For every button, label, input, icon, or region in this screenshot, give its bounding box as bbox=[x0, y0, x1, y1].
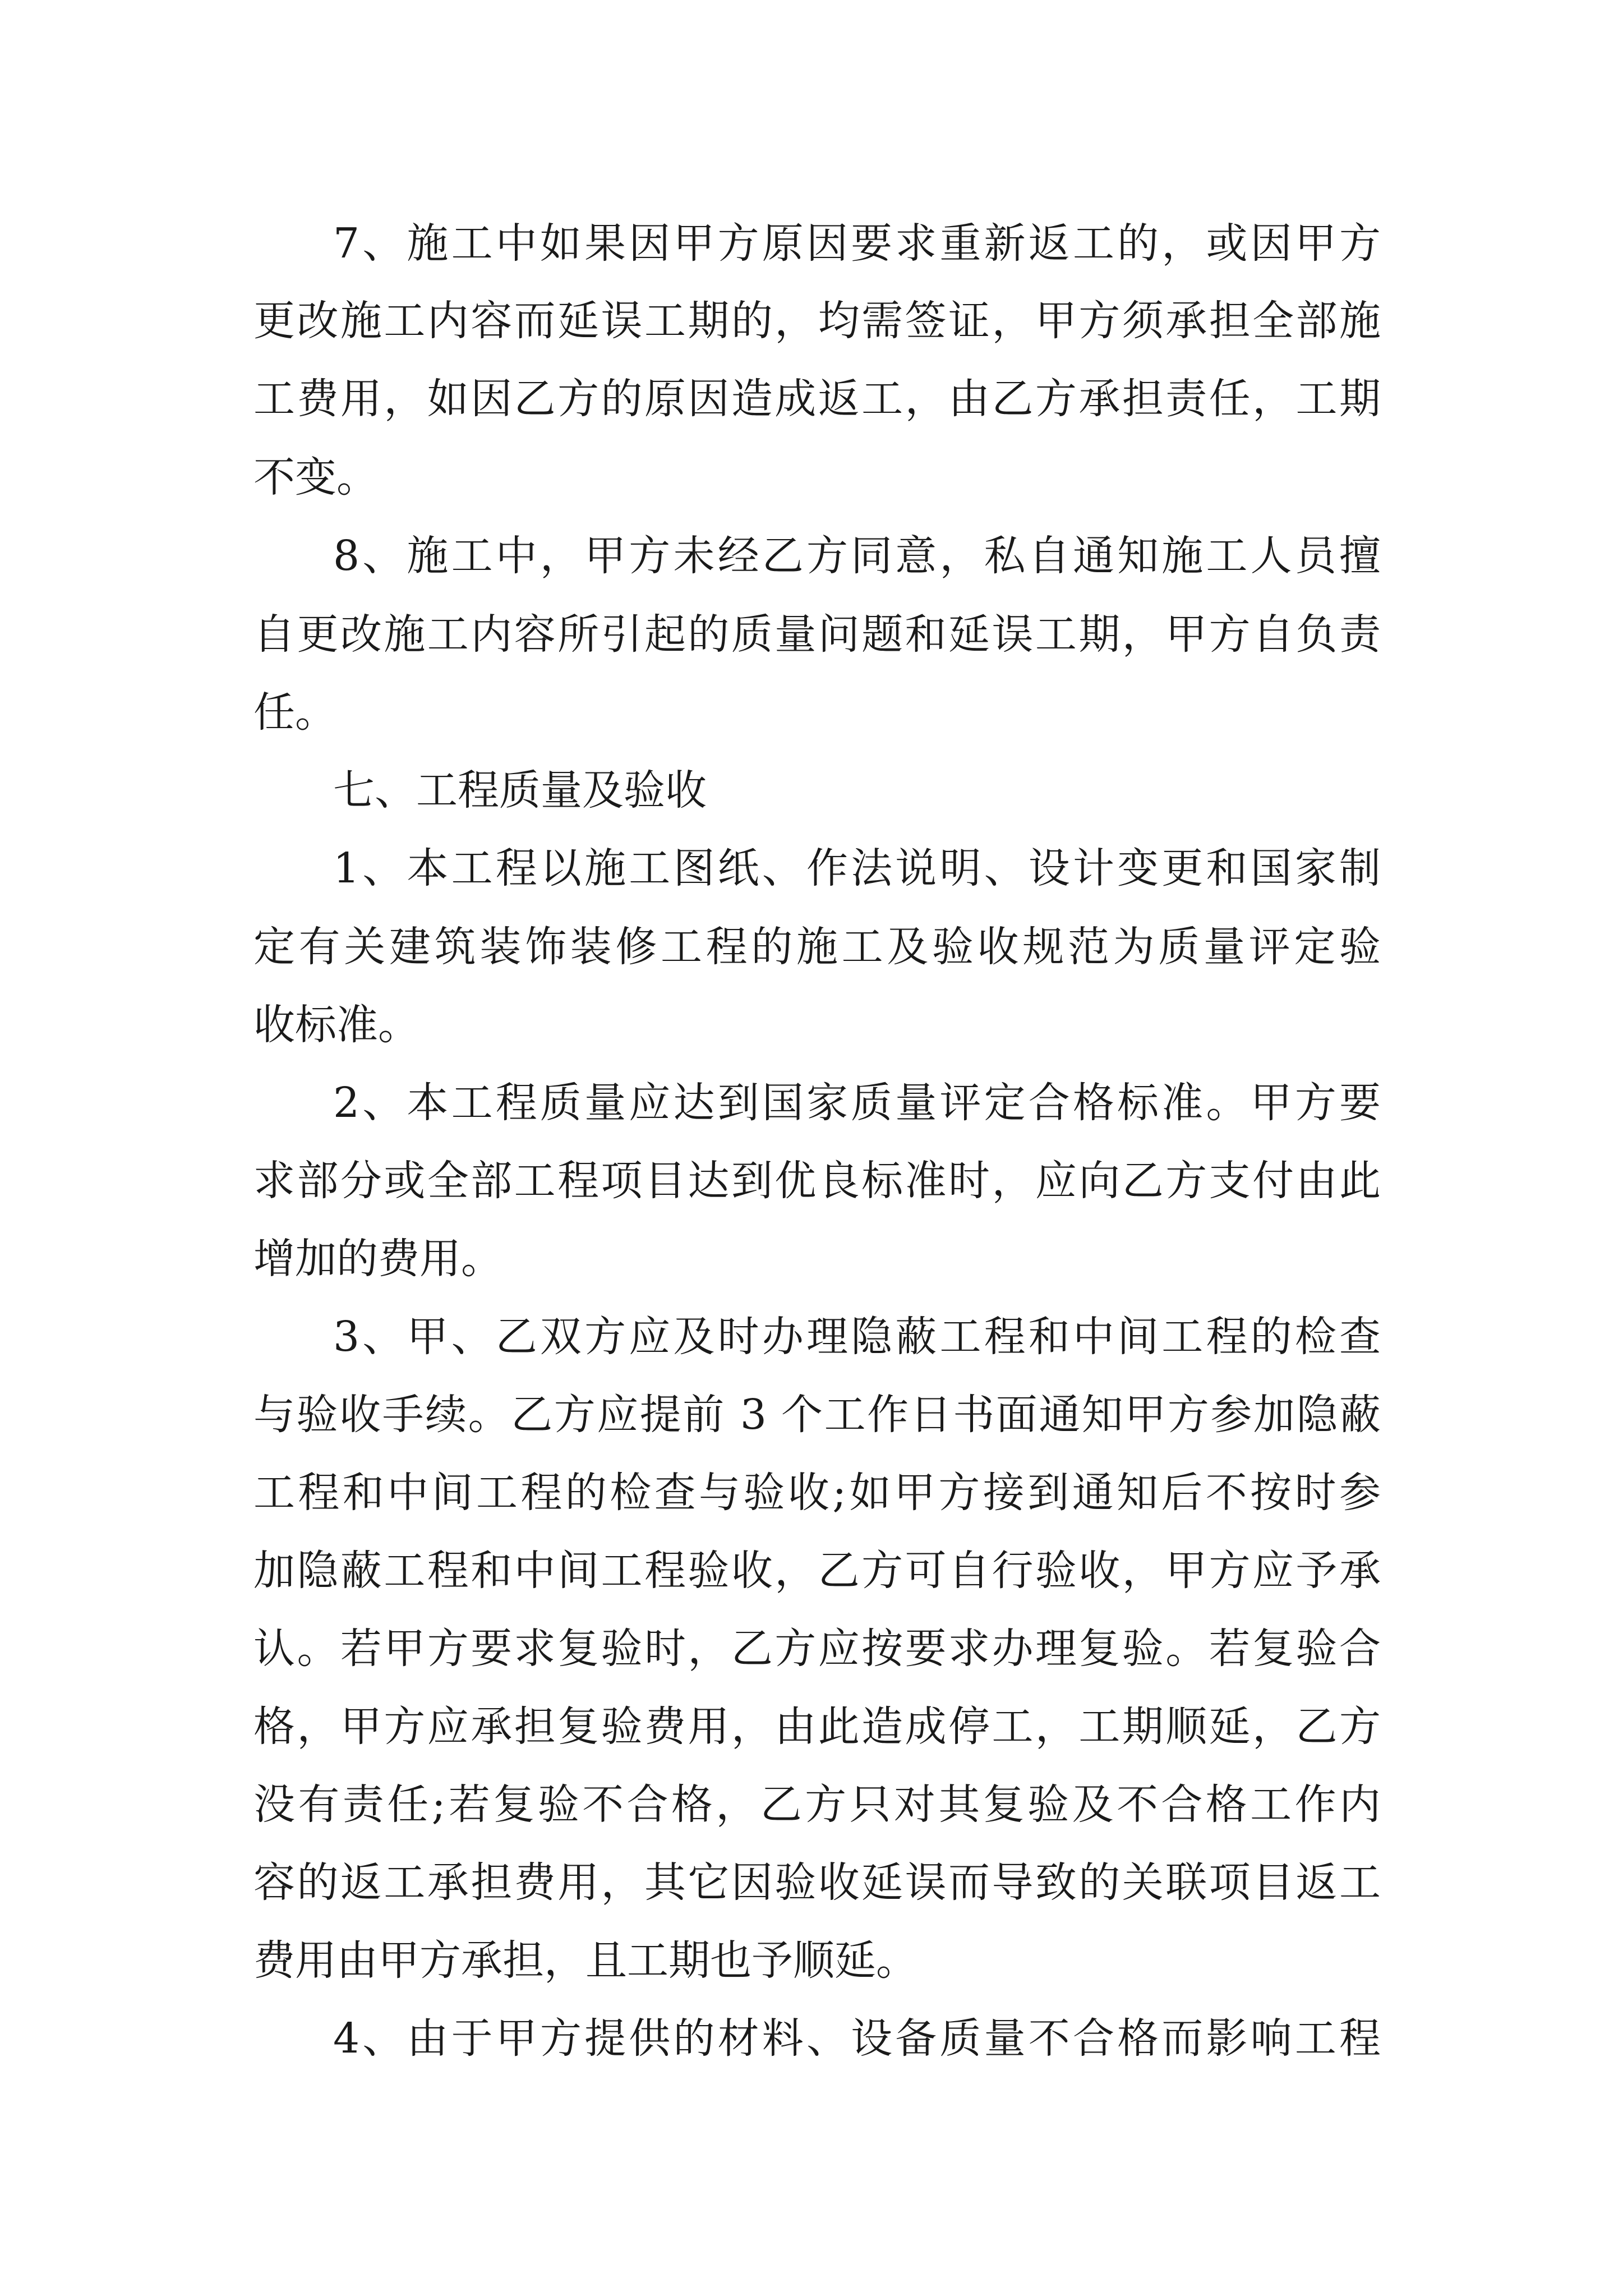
clause-7-3-line-2: 与验收手续。乙方应提前 3 个工作日书面通知甲方参加隐蔽 bbox=[253, 1391, 1381, 1439]
clause-7-4-line-1: 4、由于甲方提供的材料、设备质量不合格而影响工程 bbox=[333, 2014, 1381, 2063]
clause-7-1-line-2: 定有关建筑装饰装修工程的施工及验收规范为质量评定验 bbox=[253, 923, 1381, 971]
clause-7-3-line-6: 格，甲方应承担复验费用，由此造成停工，工期顺延，乙方 bbox=[253, 1703, 1381, 1751]
clause-7-2-line-2: 求部分或全部工程项目达到优良标准时，应向乙方支付由此 bbox=[253, 1157, 1381, 1205]
clause-7-3-line-9: 费用由甲方承担，且工期也予顺延。 bbox=[253, 1936, 917, 1985]
clause-7-3-line-4: 加隐蔽工程和中间工程验收，乙方可自行验收，甲方应予承 bbox=[253, 1547, 1381, 1595]
clause-6-7-line-3: 工费用，如因乙方的原因造成返工，由乙方承担责任，工期 bbox=[253, 375, 1381, 423]
clause-7-3-line-8: 容的返工承担费用，其它因验收延误而导致的关联项目返工 bbox=[253, 1858, 1381, 1907]
clause-6-7-line-4: 不变。 bbox=[253, 453, 378, 501]
clause-7-3-line-7: 没有责任;若复验不合格，乙方只对其复验及不合格工作内 bbox=[253, 1780, 1381, 1829]
clause-7-3-line-5: 认。若甲方要求复验时，乙方应按要求办理复验。若复验合 bbox=[253, 1625, 1381, 1673]
clause-7-2-line-1: 2、本工程质量应达到国家质量评定合格标准。甲方要 bbox=[333, 1079, 1381, 1127]
clause-6-8-line-3: 任。 bbox=[253, 688, 336, 737]
clause-6-7-line-2: 更改施工内容而延误工期的，均需签证，甲方须承担全部施 bbox=[253, 297, 1381, 345]
clause-6-8-line-2: 自更改施工内容所引起的质量问题和延误工期，甲方自负责 bbox=[253, 610, 1381, 659]
clause-7-2-line-3: 增加的费用。 bbox=[253, 1235, 502, 1283]
section-heading: 七、工程质量及验收 bbox=[333, 766, 707, 815]
clause-7-1-line-3: 收标准。 bbox=[253, 1001, 419, 1049]
clause-7-1-line-1: 1、本工程以施工图纸、作法说明、设计变更和国家制 bbox=[333, 844, 1381, 892]
clause-6-7-line-1: 7、施工中如果因甲方原因要求重新返工的，或因甲方 bbox=[333, 219, 1381, 268]
clause-7-3-line-3: 工程和中间工程的检查与验收;如甲方接到通知后不按时参 bbox=[253, 1469, 1381, 1517]
clause-6-8-line-1: 8、施工中，甲方未经乙方同意，私自通知施工人员擅 bbox=[333, 532, 1381, 580]
clause-7-3-line-1: 3、甲、乙双方应及时办理隐蔽工程和中间工程的检查 bbox=[333, 1313, 1381, 1361]
